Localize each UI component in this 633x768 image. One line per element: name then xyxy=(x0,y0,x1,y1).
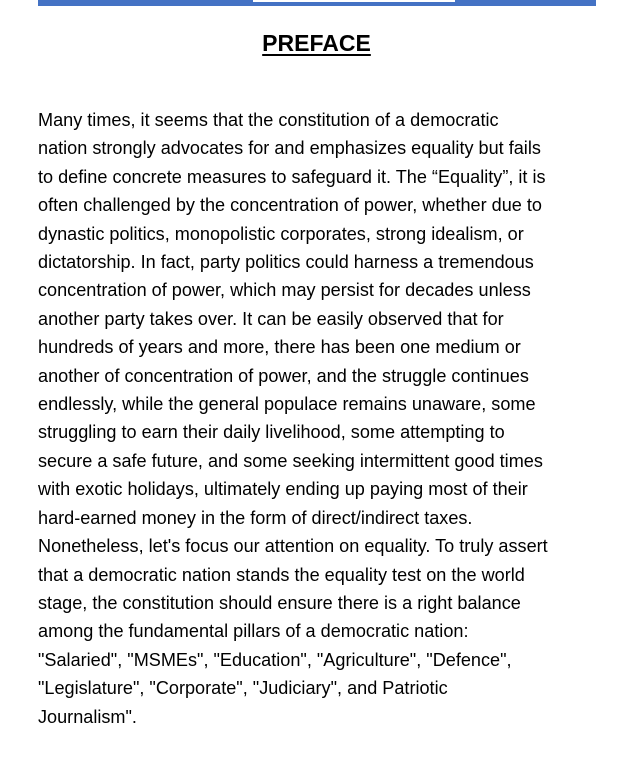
preface-body-text: Many times, it seems that the constitution of a democratic nation strongly advocates for and emphasizes equality but fails to define concrete measures to safeguard it. The “Equality”, it is often challenged by the concentration of power, whether due to dynastic politics, monopolistic corporates, strong idealism, or dictatorship. In fact, party politics could harness a tremendous concentration of power, which may persist for decades unless another party takes over. It can be easily observed that for hundreds of years and more, there has been one medium or another of concentration of power, and the struggle continues endlessly, while the general populace remains unaware, some struggling to earn their daily livelihood, some attempting to secure a safe future, and some seeking intermittent good times with exotic holidays, ultimately ending up paying most of their hard-earned money in the form of direct/indirect taxes. Nonetheless, let's focus our attention on equality. To truly assert that a democratic nation stands the equality test on the world stage, the constitution should ensure there is a right balance among the fundamental pillars of a democratic nation: "Salaried", "MSMEs", "Education", "Agriculture", "Defence", "Legislature", "Corporate", "Judiciary", and Patriotic Journalism". xyxy=(38,110,548,727)
header-accent-notch xyxy=(253,0,455,2)
page-title: PREFACE xyxy=(262,30,371,56)
header-accent-bar xyxy=(38,0,596,6)
